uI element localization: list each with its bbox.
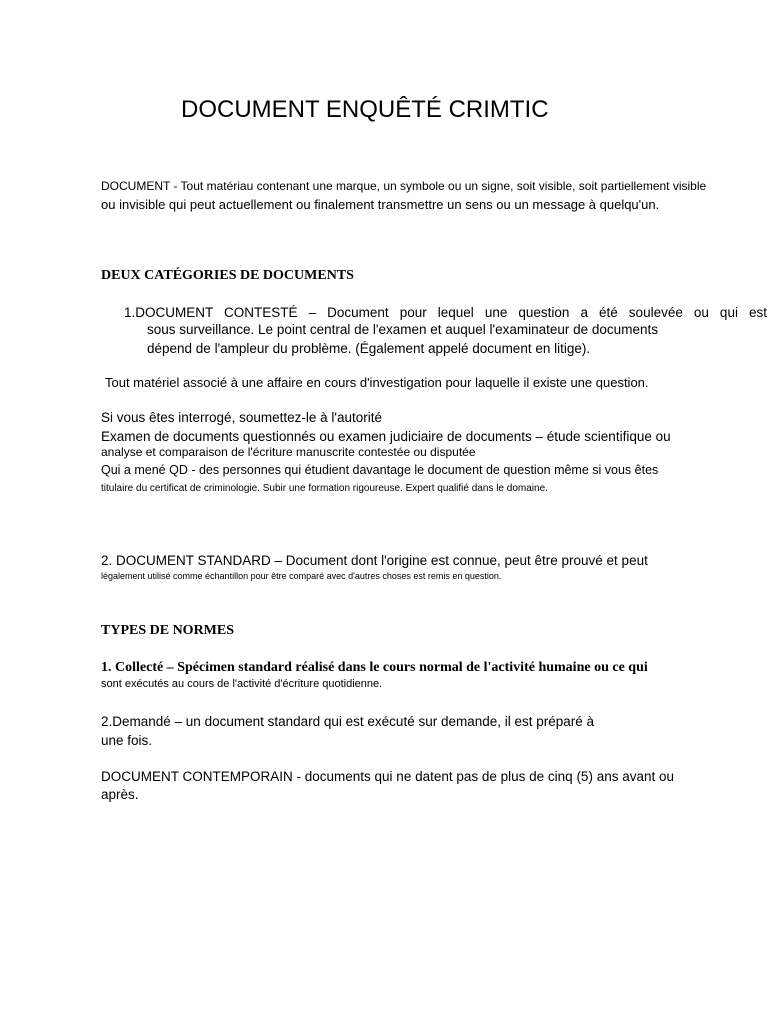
contested-line-2: sous surveillance. Le point central de l'examen et auquel l'examinateur de documents (147, 322, 658, 337)
contemporary-line-2: après. (101, 787, 139, 802)
investigation-note: Tout matériel associé à une affaire en cours d'investigation pour laquelle il existe une question. (105, 375, 649, 390)
standard-line-1: 2. DOCUMENT STANDARD – Document dont l'origine est connue, peut être prouvé et peut (101, 553, 648, 568)
contemporary-line-1: DOCUMENT CONTEMPORAIN - documents qui ne datent pas de plus de cinq (5) ans avant ou (101, 769, 674, 784)
para-line-1: Si vous êtes interrogé, soumettez-le à l'autorité (101, 410, 382, 425)
collected-line-1: 1. Collecté – Spécimen standard réalisé dans le cours normal de l'activité humaine ou ce qui (101, 660, 648, 675)
standard-line-2: légalement utilisé comme échantillon pour être comparé avec d'autres choses est remis en question. (101, 571, 502, 581)
requested-line-2: une fois. (101, 733, 153, 748)
para-line-2: Examen de documents questionnés ou examen judiciaire de documents – étude scientifique ou (101, 429, 671, 444)
contested-line-3: dépend de l'ampleur du problème. (Également appelé document en litige). (147, 341, 591, 356)
categories-heading: DEUX CATÉGORIES DE DOCUMENTS (101, 268, 354, 283)
collected-line-2: sont exécutés au cours de l'activité d'écriture quotidienne. (101, 678, 383, 690)
page-title: DOCUMENT ENQUÊTÉ CRIMTIC (181, 96, 549, 123)
contested-line-1: 1.DOCUMENT CONTESTÉ – Document pour lequel une question a été soulevée ou qui est (124, 305, 767, 320)
norms-heading: TYPES DE NORMES (101, 623, 235, 638)
requested-line-1: 2.Demandé – un document standard qui est exécuté sur demande, il est préparé à (101, 714, 595, 729)
definition-line-1: DOCUMENT - Tout matériau contenant une marque, un symbole ou un signe, soit visible, soit partiellement visible (101, 179, 707, 193)
para-line-5: titulaire du certificat de criminologie. Subir une formation rigoureuse. Expert qualifié dans le domaine. (101, 483, 548, 494)
para-line-3: analyse et comparaison de l'écriture manuscrite contestée ou disputée (101, 445, 476, 459)
para-line-4: Qui a mené QD - des personnes qui étudient davantage le document de question même si vous êtes (101, 463, 659, 477)
definition-line-2: ou invisible qui peut actuellement ou finalement transmettre un sens ou un message à quelqu'un. (101, 197, 660, 212)
